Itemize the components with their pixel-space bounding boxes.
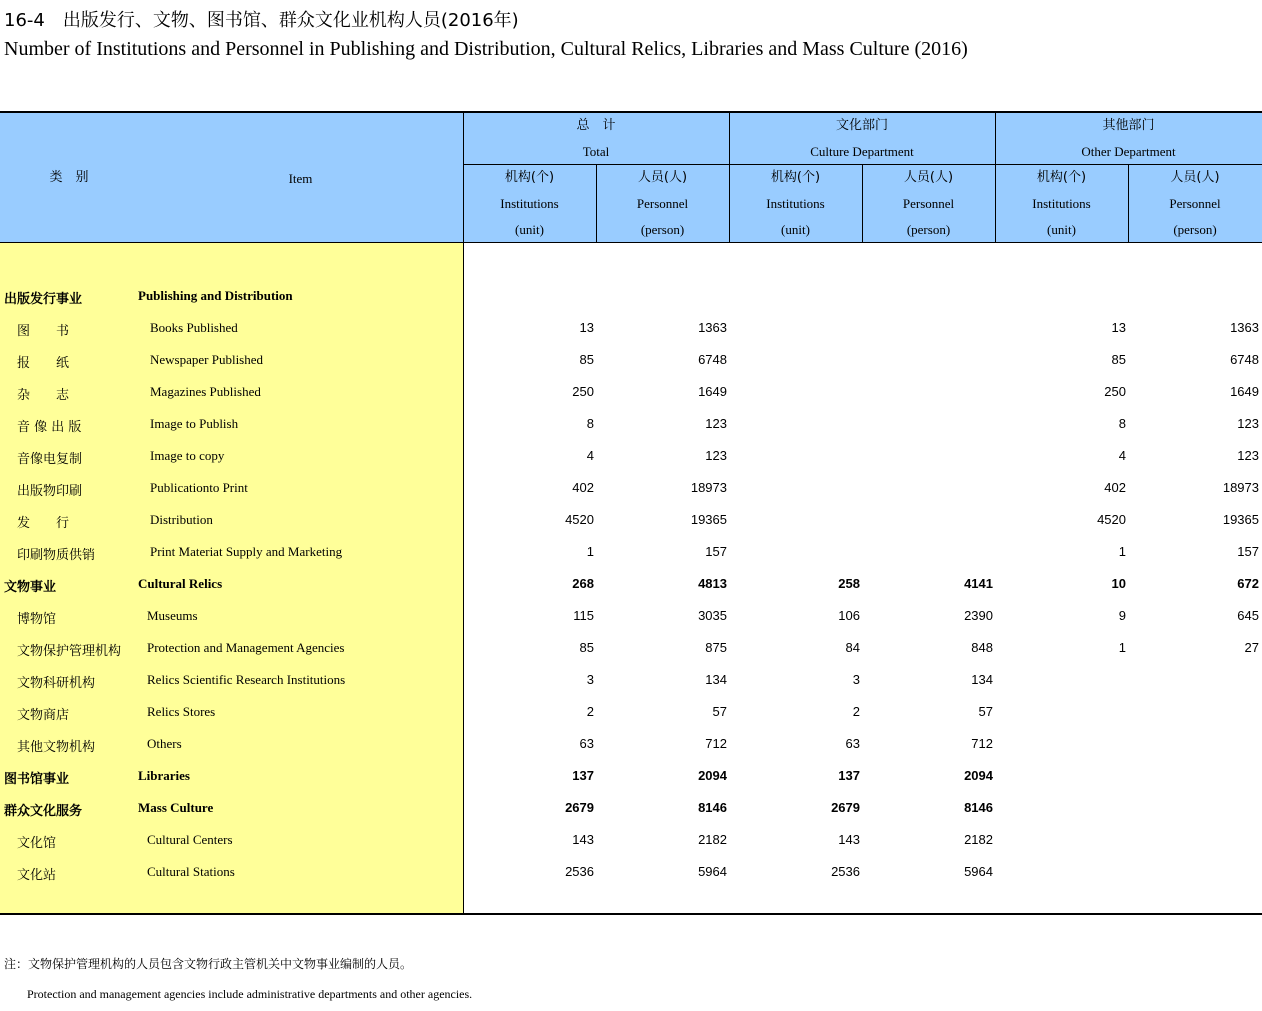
row-value-cell: 1363: [1230, 320, 1259, 335]
row-value-cell: 106: [838, 608, 860, 623]
row-value-cell: 134: [971, 672, 993, 687]
page-title-cn: 16-4 出版发行、文物、图书馆、群众文化业机构人员(2016年): [4, 10, 519, 31]
row-item-en: Cultural Stations: [147, 864, 235, 879]
row-item-en: Publicationto Print: [150, 480, 248, 495]
row-value-cell: 63: [845, 736, 860, 751]
table-row: [0, 666, 1262, 698]
row-item-en: Image to copy: [150, 448, 225, 463]
row-value-cell: 19365: [690, 512, 727, 527]
row-value-cell: 63: [579, 736, 594, 751]
row-category-cn: 文化站: [17, 868, 57, 883]
row-category-cn: 音像电复制: [17, 452, 83, 467]
row-value-cell: 3: [852, 672, 860, 687]
row-value-cell: 134: [705, 672, 727, 687]
header-bottom-rule: [0, 242, 1262, 243]
page-title-en: Number of Institutions and Personnel in Publishing and Distribution, Cultural Relics, Libraries and Mass Culture (2016): [4, 38, 968, 60]
row-value-cell: 123: [1237, 448, 1259, 463]
table-row: [0, 378, 1262, 410]
row-value-cell: 258: [838, 576, 860, 591]
row-value-cell: 115: [573, 608, 594, 623]
row-item-en: Protection and Management Agencies: [147, 640, 345, 655]
row-value-cell: 123: [705, 448, 727, 463]
table-row: [0, 506, 1262, 538]
row-value-cell: 6748: [698, 352, 727, 367]
row-value-cell: 57: [978, 704, 993, 719]
row-value-cell: 712: [971, 736, 993, 751]
row-value-cell: 672: [1237, 576, 1259, 591]
row-value-cell: 8146: [698, 800, 727, 815]
row-value-cell: 645: [1237, 608, 1259, 623]
row-value-cell: 1: [1118, 640, 1126, 655]
row-item-en: Mass Culture: [138, 800, 214, 815]
table-row: [0, 538, 1262, 570]
row-category-cn: 群众文化服务: [4, 804, 83, 819]
row-value-cell: 3: [586, 672, 594, 687]
row-category-cn: 图书馆事业: [4, 772, 70, 787]
row-category-cn: 文物保护管理机构: [17, 644, 122, 659]
row-item-en: Publishing and Distribution: [138, 288, 293, 303]
row-value-cell: 157: [1237, 544, 1259, 559]
row-value-cell: 712: [705, 736, 727, 751]
row-value-cell: 18973: [690, 480, 727, 495]
footnote-en: Protection and management agencies include administrative departments and other agencies.: [27, 987, 473, 1001]
row-category-cn: 杂 志: [17, 388, 70, 403]
row-value-cell: 1: [1118, 544, 1126, 559]
row-value-cell: 137: [838, 768, 860, 783]
row-value-cell: 4813: [698, 576, 727, 591]
row-value-cell: 2: [852, 704, 860, 719]
row-item-en: Cultural Relics: [138, 576, 223, 591]
row-category-cn: 出版发行事业: [4, 292, 83, 307]
row-value-cell: 2: [586, 704, 594, 719]
row-item-en: Others: [147, 736, 182, 751]
table-row: [0, 794, 1262, 826]
row-value-cell: 143: [572, 832, 594, 847]
table-bottom-rule: [0, 913, 1262, 915]
table-row: [0, 730, 1262, 762]
row-value-cell: 57: [712, 704, 727, 719]
row-value-cell: 268: [572, 576, 594, 591]
row-category-cn: 音 像 出 版: [17, 420, 82, 435]
row-value-cell: 848: [971, 640, 993, 655]
row-value-cell: 402: [572, 480, 594, 495]
header-other-cn: 其他部门: [1102, 118, 1155, 133]
table-top-rule: [0, 111, 1262, 113]
row-value-cell: 10: [1111, 576, 1126, 591]
row-item-en: Relics Stores: [147, 704, 216, 719]
row-value-cell: 875: [705, 640, 727, 655]
row-value-cell: 8: [1118, 416, 1126, 431]
row-item-en: Libraries: [138, 768, 190, 783]
row-value-cell: 27: [1244, 640, 1259, 655]
row-value-cell: 6748: [1230, 352, 1259, 367]
row-category-cn: 文物科研机构: [17, 676, 96, 691]
row-value-cell: 137: [572, 768, 594, 783]
row-value-cell: 18973: [1222, 480, 1259, 495]
row-value-cell: 2094: [698, 768, 727, 783]
row-value-cell: 4: [586, 448, 594, 463]
table-row: [0, 346, 1262, 378]
table-row: [0, 474, 1262, 506]
row-value-cell: 4520: [565, 512, 594, 527]
header-other-en: Other Department: [1081, 144, 1176, 159]
row-category-cn: 报 纸: [17, 356, 70, 371]
table-row: [0, 410, 1262, 442]
table-row: [0, 570, 1262, 602]
header-category-cn: 类 别: [49, 170, 89, 185]
row-category-cn: 图 书: [17, 324, 70, 339]
header-total-cn: 总 计: [576, 118, 616, 133]
row-value-cell: 2679: [831, 800, 860, 815]
table-row: [0, 442, 1262, 474]
footnote-cn: 注：文物保护管理机构的人员包含文物行政主管机关中文物事业编制的人员。: [4, 957, 413, 971]
table-row: [0, 698, 1262, 730]
row-category-cn: 文物事业: [4, 580, 57, 595]
row-value-cell: 9: [1118, 608, 1126, 623]
row-item-en: Distribution: [150, 512, 213, 527]
row-item-en: Magazines Published: [150, 384, 261, 399]
table-row: [0, 858, 1262, 890]
row-value-cell: 402: [1104, 480, 1126, 495]
row-item-en: Museums: [147, 608, 198, 623]
row-value-cell: 2182: [964, 832, 993, 847]
row-value-cell: 1: [586, 544, 594, 559]
row-value-cell: 2182: [698, 832, 727, 847]
row-item-en: Books Published: [150, 320, 238, 335]
row-value-cell: 2536: [831, 864, 860, 879]
table-row: [0, 762, 1262, 794]
row-value-cell: 5964: [964, 864, 993, 879]
row-value-cell: 5964: [698, 864, 727, 879]
row-item-en: Newspaper Published: [150, 352, 264, 367]
header-culture-en: Culture Department: [810, 144, 914, 159]
table-row: [0, 314, 1262, 346]
row-value-cell: 250: [1104, 384, 1126, 399]
table-row: [0, 634, 1262, 666]
row-value-cell: 123: [1237, 416, 1259, 431]
row-category-cn: 文物商店: [17, 708, 70, 723]
row-value-cell: 19365: [1222, 512, 1259, 527]
row-value-cell: 13: [579, 320, 594, 335]
row-value-cell: 2094: [964, 768, 993, 783]
row-value-cell: 4141: [964, 576, 993, 591]
row-value-cell: 2536: [565, 864, 594, 879]
row-value-cell: 85: [579, 640, 594, 655]
row-category-cn: 其他文物机构: [17, 740, 96, 755]
row-value-cell: 157: [705, 544, 727, 559]
row-value-cell: 143: [838, 832, 860, 847]
row-value-cell: 84: [845, 640, 860, 655]
row-value-cell: 13: [1111, 320, 1126, 335]
row-category-cn: 出版物印刷: [17, 484, 83, 499]
row-category-cn: 发 行: [17, 516, 70, 531]
row-value-cell: 1649: [698, 384, 727, 399]
header-culture-cn: 文化部门: [835, 118, 888, 133]
row-item-en: Relics Scientific Research Institutions: [147, 672, 346, 687]
row-category-cn: 博物馆: [17, 612, 57, 627]
row-item-en: Cultural Centers: [147, 832, 233, 847]
header-item-en: Item: [288, 171, 313, 186]
row-value-cell: 3035: [698, 608, 727, 623]
table-row: [0, 282, 1262, 314]
row-value-cell: 4520: [1097, 512, 1126, 527]
row-value-cell: 85: [579, 352, 594, 367]
row-category-cn: 印刷物质供销: [17, 548, 96, 563]
row-value-cell: 1363: [698, 320, 727, 335]
row-value-cell: 123: [705, 416, 727, 431]
row-value-cell: 1649: [1230, 384, 1259, 399]
header-total-en: Total: [582, 144, 610, 159]
row-value-cell: 8: [586, 416, 594, 431]
row-value-cell: 2390: [964, 608, 993, 623]
row-category-cn: 文化馆: [17, 836, 57, 851]
table-row: [0, 826, 1262, 858]
row-item-en: Print Materiat Supply and Marketing: [150, 544, 343, 559]
row-value-cell: 2679: [565, 800, 594, 815]
row-value-cell: 4: [1118, 448, 1126, 463]
row-value-cell: 250: [572, 384, 594, 399]
row-value-cell: 8146: [964, 800, 993, 815]
row-value-cell: 85: [1111, 352, 1126, 367]
table-row: [0, 602, 1262, 634]
row-item-en: Image to Publish: [150, 416, 239, 431]
